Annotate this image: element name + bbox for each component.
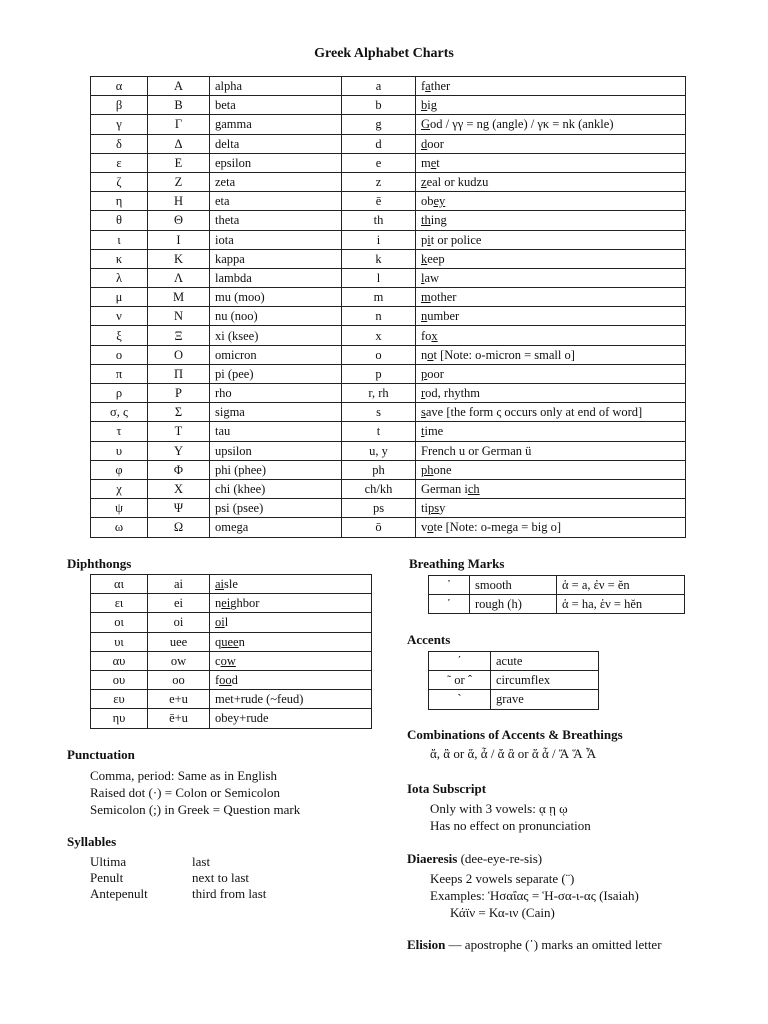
table-row (91, 288, 686, 307)
diphthong: ηυ (91, 709, 148, 728)
table-row (91, 403, 686, 422)
letter-name: theta (210, 211, 342, 230)
pronunciation-post: ing (430, 213, 447, 228)
uppercase-letter: Ι (148, 230, 210, 249)
combinations-text: ἄ, ἂ or ἅ, ἆ / ἄ ἂ or ἅ ἇ / Ἄ Ἅ Ἆ (430, 746, 597, 761)
table-row (91, 230, 686, 249)
diphthong-example-mid: ai (215, 577, 225, 592)
pronunciation-mid: th (421, 213, 431, 228)
breathing-marks-heading: Breathing Marks (409, 556, 505, 571)
lowercase-letter: β (91, 96, 148, 115)
uppercase-letter: Ω (148, 518, 210, 537)
pronunciation (416, 153, 686, 172)
pronunciation-post: oor (427, 136, 444, 151)
pronunciation (416, 479, 686, 498)
punctuation-line-3: Semicolon (;) in Greek = Question mark (90, 802, 301, 817)
uppercase-letter: Θ (148, 211, 210, 230)
pronunciation (416, 422, 686, 441)
table-row (429, 576, 685, 595)
diphthong-example-post: ghbor (230, 596, 260, 611)
diphthongs-heading: Diphthongs (67, 556, 132, 571)
pronunciation-mid: p (421, 366, 428, 381)
uppercase-letter: Ξ (148, 326, 210, 345)
pronunciation-post: ther (430, 79, 451, 94)
lowercase-letter: θ (91, 211, 148, 230)
diphthong-transliteration: ē+u (148, 709, 210, 728)
accent-name: grave (491, 690, 599, 709)
lowercase-letter: δ (91, 134, 148, 153)
lowercase-letter: ρ (91, 384, 148, 403)
uppercase-letter: Μ (148, 288, 210, 307)
pronunciation-post: t or police (430, 232, 482, 247)
table-row (91, 384, 686, 403)
diaeresis-line-3: Κάϊν = Κα-ιν (Cain) (450, 905, 555, 920)
diaeresis-title (407, 851, 542, 867)
diphthong-transliteration: uee (148, 632, 210, 651)
table-row (91, 115, 686, 134)
pronunciation-mid: b (421, 98, 428, 113)
pronunciation-mid: t (421, 424, 425, 439)
table-row (429, 652, 599, 671)
transliteration: g (342, 115, 416, 134)
accents-table (428, 651, 599, 710)
pronunciation-mid: m (421, 290, 431, 305)
diphthong-example-post: d (231, 673, 238, 688)
lowercase-letter: φ (91, 460, 148, 479)
pronunciation-mid: k (421, 251, 428, 266)
transliteration: ps (342, 499, 416, 518)
table-row (429, 595, 685, 614)
pronunciation-pre: p (421, 232, 428, 247)
transliteration: n (342, 307, 416, 326)
transliteration: i (342, 230, 416, 249)
pronunciation-post: t (436, 155, 440, 170)
table-row (91, 632, 372, 651)
uppercase-letter: Ψ (148, 499, 210, 518)
diphthong-example (210, 709, 372, 728)
pronunciation-mid: z (421, 175, 427, 190)
syllable-meaning-1: last (192, 854, 211, 869)
lowercase-letter: ω (91, 518, 148, 537)
pronunciation (416, 345, 686, 364)
pronunciation (416, 211, 686, 230)
uppercase-letter: Σ (148, 403, 210, 422)
pronunciation-pre: ti (421, 501, 428, 516)
letter-name: beta (210, 96, 342, 115)
pronunciation-post: eal or kudzu (426, 175, 489, 190)
transliteration: z (342, 172, 416, 191)
accent-name: circumflex (491, 671, 599, 690)
diphthong: ευ (91, 690, 148, 709)
diphthong-example-mid: oi (215, 615, 225, 630)
diphthong: ου (91, 670, 148, 689)
letter-name: kappa (210, 249, 342, 268)
diphthong-example (210, 575, 372, 594)
lowercase-letter: ψ (91, 499, 148, 518)
table-row (91, 518, 686, 537)
letter-name: gamma (210, 115, 342, 134)
transliteration: d (342, 134, 416, 153)
diphthong-example-pre: q (215, 634, 222, 649)
pronunciation-pre: German i (421, 482, 468, 497)
breathing-marks-table (428, 575, 685, 614)
letter-name: nu (noo) (210, 307, 342, 326)
accent-mark: ῀ or ˆ (429, 671, 491, 690)
table-row (91, 709, 372, 728)
table-row (91, 211, 686, 230)
elision-heading: Elision (407, 937, 446, 952)
lowercase-letter: λ (91, 268, 148, 287)
letter-name: omega (210, 518, 342, 537)
pronunciation-mid: e (430, 155, 437, 170)
accent-name: acute (491, 652, 599, 671)
letter-name: eta (210, 192, 342, 211)
pronunciation-post: one (433, 462, 452, 477)
table-row (91, 460, 686, 479)
table-row (91, 690, 372, 709)
pronunciation-post: od / γγ = ng (angle) / γκ = nk (ankle) (430, 117, 614, 132)
diphthong-example-post: l (224, 615, 229, 630)
diphthong-example-mid: ow (220, 653, 236, 668)
table-row (91, 268, 686, 287)
diphthong-example-mid: ei (221, 596, 231, 611)
pronunciation-post: other (430, 290, 457, 305)
transliteration: ch/kh (342, 479, 416, 498)
alphabet-table (90, 76, 686, 538)
uppercase-letter: Ν (148, 307, 210, 326)
lowercase-letter: ζ (91, 172, 148, 191)
diaeresis-line-1: Keeps 2 vowels separate (¨) (430, 871, 575, 886)
diphthong-example (210, 613, 372, 632)
diphthong-example-post: sle (224, 577, 238, 592)
breathing-example: ἁ = a, ἐν = ĕn (557, 576, 685, 595)
transliteration: s (342, 403, 416, 422)
table-row (91, 96, 686, 115)
diphthong-example (210, 651, 372, 670)
pronunciation (416, 403, 686, 422)
transliteration: e (342, 153, 416, 172)
iota-line-2: Has no effect on pronunciation (430, 818, 591, 833)
letter-name: tau (210, 422, 342, 441)
uppercase-letter: Κ (148, 249, 210, 268)
uppercase-letter: Δ (148, 134, 210, 153)
letter-name: mu (moo) (210, 288, 342, 307)
pronunciation-mid: d (421, 136, 428, 151)
diphthong-example (210, 632, 372, 651)
pronunciation (416, 268, 686, 287)
breathing-mark: ῾ (429, 595, 470, 614)
table-row (91, 153, 686, 172)
diphthong-transliteration: ow (148, 651, 210, 670)
pronunciation-mid: i (427, 232, 431, 247)
diphthong-example-pre: n (215, 596, 222, 611)
diphthong-transliteration: ai (148, 575, 210, 594)
syllable-term-3: Antepenult (90, 886, 148, 901)
pronunciation (416, 96, 686, 115)
breathing-name: smooth (470, 576, 557, 595)
pronunciation (416, 172, 686, 191)
pronunciation-mid: r (421, 386, 426, 401)
elision-text: — apostrophe (᾽) marks an omitted letter (445, 937, 662, 952)
pronunciation (416, 77, 686, 96)
letter-name: epsilon (210, 153, 342, 172)
pronunciation-mid: l (421, 270, 425, 285)
combinations-heading: Combinations of Accents & Breathings (407, 727, 623, 742)
uppercase-letter: Α (148, 77, 210, 96)
table-row (91, 77, 686, 96)
lowercase-letter: ο (91, 345, 148, 364)
breathing-mark: ᾿ (429, 576, 470, 595)
pronunciation (416, 384, 686, 403)
transliteration: t (342, 422, 416, 441)
pronunciation (416, 518, 686, 537)
lowercase-letter: γ (91, 115, 148, 134)
pronunciation (416, 460, 686, 479)
breathing-example: ἁ = ha, ἑν = hĕn (557, 595, 685, 614)
pronunciation-pre: f (421, 79, 426, 94)
pronunciation-pre: m (421, 155, 431, 170)
transliteration: p (342, 364, 416, 383)
diphthong-example-pre: f (215, 673, 220, 688)
diphthong-transliteration: oi (148, 613, 210, 632)
diphthong-transliteration: ei (148, 594, 210, 613)
table-row (91, 326, 686, 345)
table-row (91, 479, 686, 498)
diphthong: οι (91, 613, 148, 632)
letter-name: upsilon (210, 441, 342, 460)
table-row (91, 307, 686, 326)
table-row (91, 134, 686, 153)
lowercase-letter: τ (91, 422, 148, 441)
table-row (91, 345, 686, 364)
table-row (429, 690, 599, 709)
pronunciation (416, 441, 686, 460)
punctuation-heading: Punctuation (67, 747, 135, 762)
pronunciation-mid: n (421, 309, 428, 324)
diphthong-example-pre: c (215, 653, 221, 668)
pronunciation-post: y (439, 501, 446, 516)
pronunciation-pre: n (421, 347, 428, 362)
pronunciation (416, 115, 686, 134)
diphthong-example (210, 690, 372, 709)
diphthongs-table (90, 574, 372, 729)
pronunciation-mid: s (421, 405, 426, 420)
pronunciation (416, 288, 686, 307)
transliteration: ō (342, 518, 416, 537)
pronunciation-mid: ps (427, 501, 440, 516)
diphthong-example-post: n (238, 634, 245, 649)
transliteration: r, rh (342, 384, 416, 403)
lowercase-letter: σ, ς (91, 403, 148, 422)
pronunciation-mid: ey (433, 194, 446, 209)
diaeresis-line-2: Examples: Ἡσαΐας = Ἡ-σα-ι-ας (Isaiah) (430, 888, 639, 903)
table-row (91, 670, 372, 689)
breathing-name: rough (h) (470, 595, 557, 614)
letter-name: pi (pee) (210, 364, 342, 383)
diaeresis-heading: Diaeresis (407, 851, 458, 866)
pronunciation-post: eep (427, 251, 445, 266)
pronunciation-mid: o (427, 520, 434, 535)
letter-name: zeta (210, 172, 342, 191)
pronunciation-mid: x (431, 328, 438, 343)
diaeresis-pronunciation: (dee-eye-re-sis) (460, 851, 543, 866)
elision-line (407, 937, 662, 953)
letter-name: rho (210, 384, 342, 403)
table-row (429, 671, 599, 690)
lowercase-letter: κ (91, 249, 148, 268)
letter-name: sigma (210, 403, 342, 422)
pronunciation-mid: ph (421, 462, 434, 477)
table-row (91, 364, 686, 383)
pronunciation-pre: v (421, 520, 428, 535)
transliteration: l (342, 268, 416, 287)
pronunciation-pre: ob (421, 194, 434, 209)
diphthong: ει (91, 594, 148, 613)
letter-name: phi (phee) (210, 460, 342, 479)
table-row (91, 441, 686, 460)
lowercase-letter: π (91, 364, 148, 383)
diphthong-example (210, 670, 372, 689)
pronunciation-post: ave [the form ς occurs only at end of word] (425, 405, 643, 420)
lowercase-letter: ε (91, 153, 148, 172)
uppercase-letter: Ο (148, 345, 210, 364)
transliteration: ē (342, 192, 416, 211)
diphthong-example-mid: oo (219, 673, 232, 688)
lowercase-letter: ι (91, 230, 148, 249)
diphthong-transliteration: e+u (148, 690, 210, 709)
table-row (91, 594, 372, 613)
table-row (91, 613, 372, 632)
uppercase-letter: Υ (148, 441, 210, 460)
pronunciation-post: French u or German ü (421, 443, 532, 458)
transliteration: a (342, 77, 416, 96)
transliteration: u, y (342, 441, 416, 460)
table-row (91, 422, 686, 441)
accent-mark: ` (429, 690, 491, 709)
letter-name: delta (210, 134, 342, 153)
table-row (91, 249, 686, 268)
lowercase-letter: ξ (91, 326, 148, 345)
pronunciation-post: t [Note: o-micron = small o] (433, 347, 575, 362)
punctuation-line-2: Raised dot (·) = Colon or Semicolon (90, 785, 281, 800)
lowercase-letter: α (91, 77, 148, 96)
pronunciation-pre: fo (421, 328, 432, 343)
transliteration: ph (342, 460, 416, 479)
diphthong-transliteration: oo (148, 670, 210, 689)
punctuation-line-1: Comma, period: Same as in English (90, 768, 278, 783)
pronunciation (416, 307, 686, 326)
pronunciation (416, 230, 686, 249)
pronunciation-post: aw (424, 270, 440, 285)
table-row (91, 651, 372, 670)
table-row (91, 499, 686, 518)
uppercase-letter: Β (148, 96, 210, 115)
uppercase-letter: Ρ (148, 384, 210, 403)
uppercase-letter: Ζ (148, 172, 210, 191)
pronunciation-post: ime (424, 424, 444, 439)
pronunciation-post: od, rhythm (425, 386, 481, 401)
lowercase-letter: ν (91, 307, 148, 326)
diphthong-example (210, 594, 372, 613)
page-title: Greek Alphabet Charts (314, 46, 454, 61)
iota-line-1: Only with 3 vowels: ᾳ ῃ ῳ (430, 801, 568, 816)
letter-name: psi (psee) (210, 499, 342, 518)
uppercase-letter: Ε (148, 153, 210, 172)
lowercase-letter: υ (91, 441, 148, 460)
transliteration: th (342, 211, 416, 230)
table-row (91, 575, 372, 594)
pronunciation (416, 192, 686, 211)
syllable-meaning-2: next to last (192, 870, 250, 885)
iota-subscript-heading: Iota Subscript (407, 781, 487, 796)
pronunciation-post: ig (427, 98, 437, 113)
uppercase-letter: Π (148, 364, 210, 383)
pronunciation-post: te [Note: o-mega = big o] (433, 520, 561, 535)
letter-name: lambda (210, 268, 342, 287)
pronunciation-mid: a (425, 79, 431, 94)
table-row (91, 192, 686, 211)
lowercase-letter: η (91, 192, 148, 211)
uppercase-letter: Λ (148, 268, 210, 287)
diphthong: αυ (91, 651, 148, 670)
transliteration: b (342, 96, 416, 115)
diphthong: αι (91, 575, 148, 594)
transliteration: x (342, 326, 416, 345)
pronunciation (416, 134, 686, 153)
pronunciation-mid: G (421, 117, 431, 132)
diphthong: υι (91, 632, 148, 651)
pronunciation-mid: o (427, 347, 434, 362)
pronunciation-mid: ch (467, 482, 480, 497)
transliteration: k (342, 249, 416, 268)
letter-name: omicron (210, 345, 342, 364)
syllables-heading: Syllables (67, 834, 117, 849)
diphthong-example-mid: uee (221, 634, 239, 649)
pronunciation (416, 249, 686, 268)
accents-heading: Accents (407, 632, 451, 647)
pronunciation (416, 499, 686, 518)
pronunciation-post: oor (427, 366, 444, 381)
lowercase-letter: χ (91, 479, 148, 498)
lowercase-letter: μ (91, 288, 148, 307)
uppercase-letter: Γ (148, 115, 210, 134)
transliteration: o (342, 345, 416, 364)
pronunciation (416, 326, 686, 345)
pronunciation-post: umber (427, 309, 460, 324)
uppercase-letter: Η (148, 192, 210, 211)
table-row (91, 172, 686, 191)
transliteration: m (342, 288, 416, 307)
syllable-term-2: Penult (90, 870, 124, 885)
uppercase-letter: Χ (148, 479, 210, 498)
letter-name: chi (khee) (210, 479, 342, 498)
syllable-term-1: Ultima (90, 854, 127, 869)
uppercase-letter: Τ (148, 422, 210, 441)
diphthong-example-post: obey+rude (215, 711, 269, 726)
pronunciation (416, 364, 686, 383)
letter-name: xi (ksee) (210, 326, 342, 345)
letter-name: iota (210, 230, 342, 249)
syllable-meaning-3: third from last (192, 886, 267, 901)
letter-name: alpha (210, 77, 342, 96)
accent-mark: ΄ (429, 652, 491, 671)
uppercase-letter: Φ (148, 460, 210, 479)
diphthong-example-post: met+rude (~feud) (215, 692, 304, 707)
